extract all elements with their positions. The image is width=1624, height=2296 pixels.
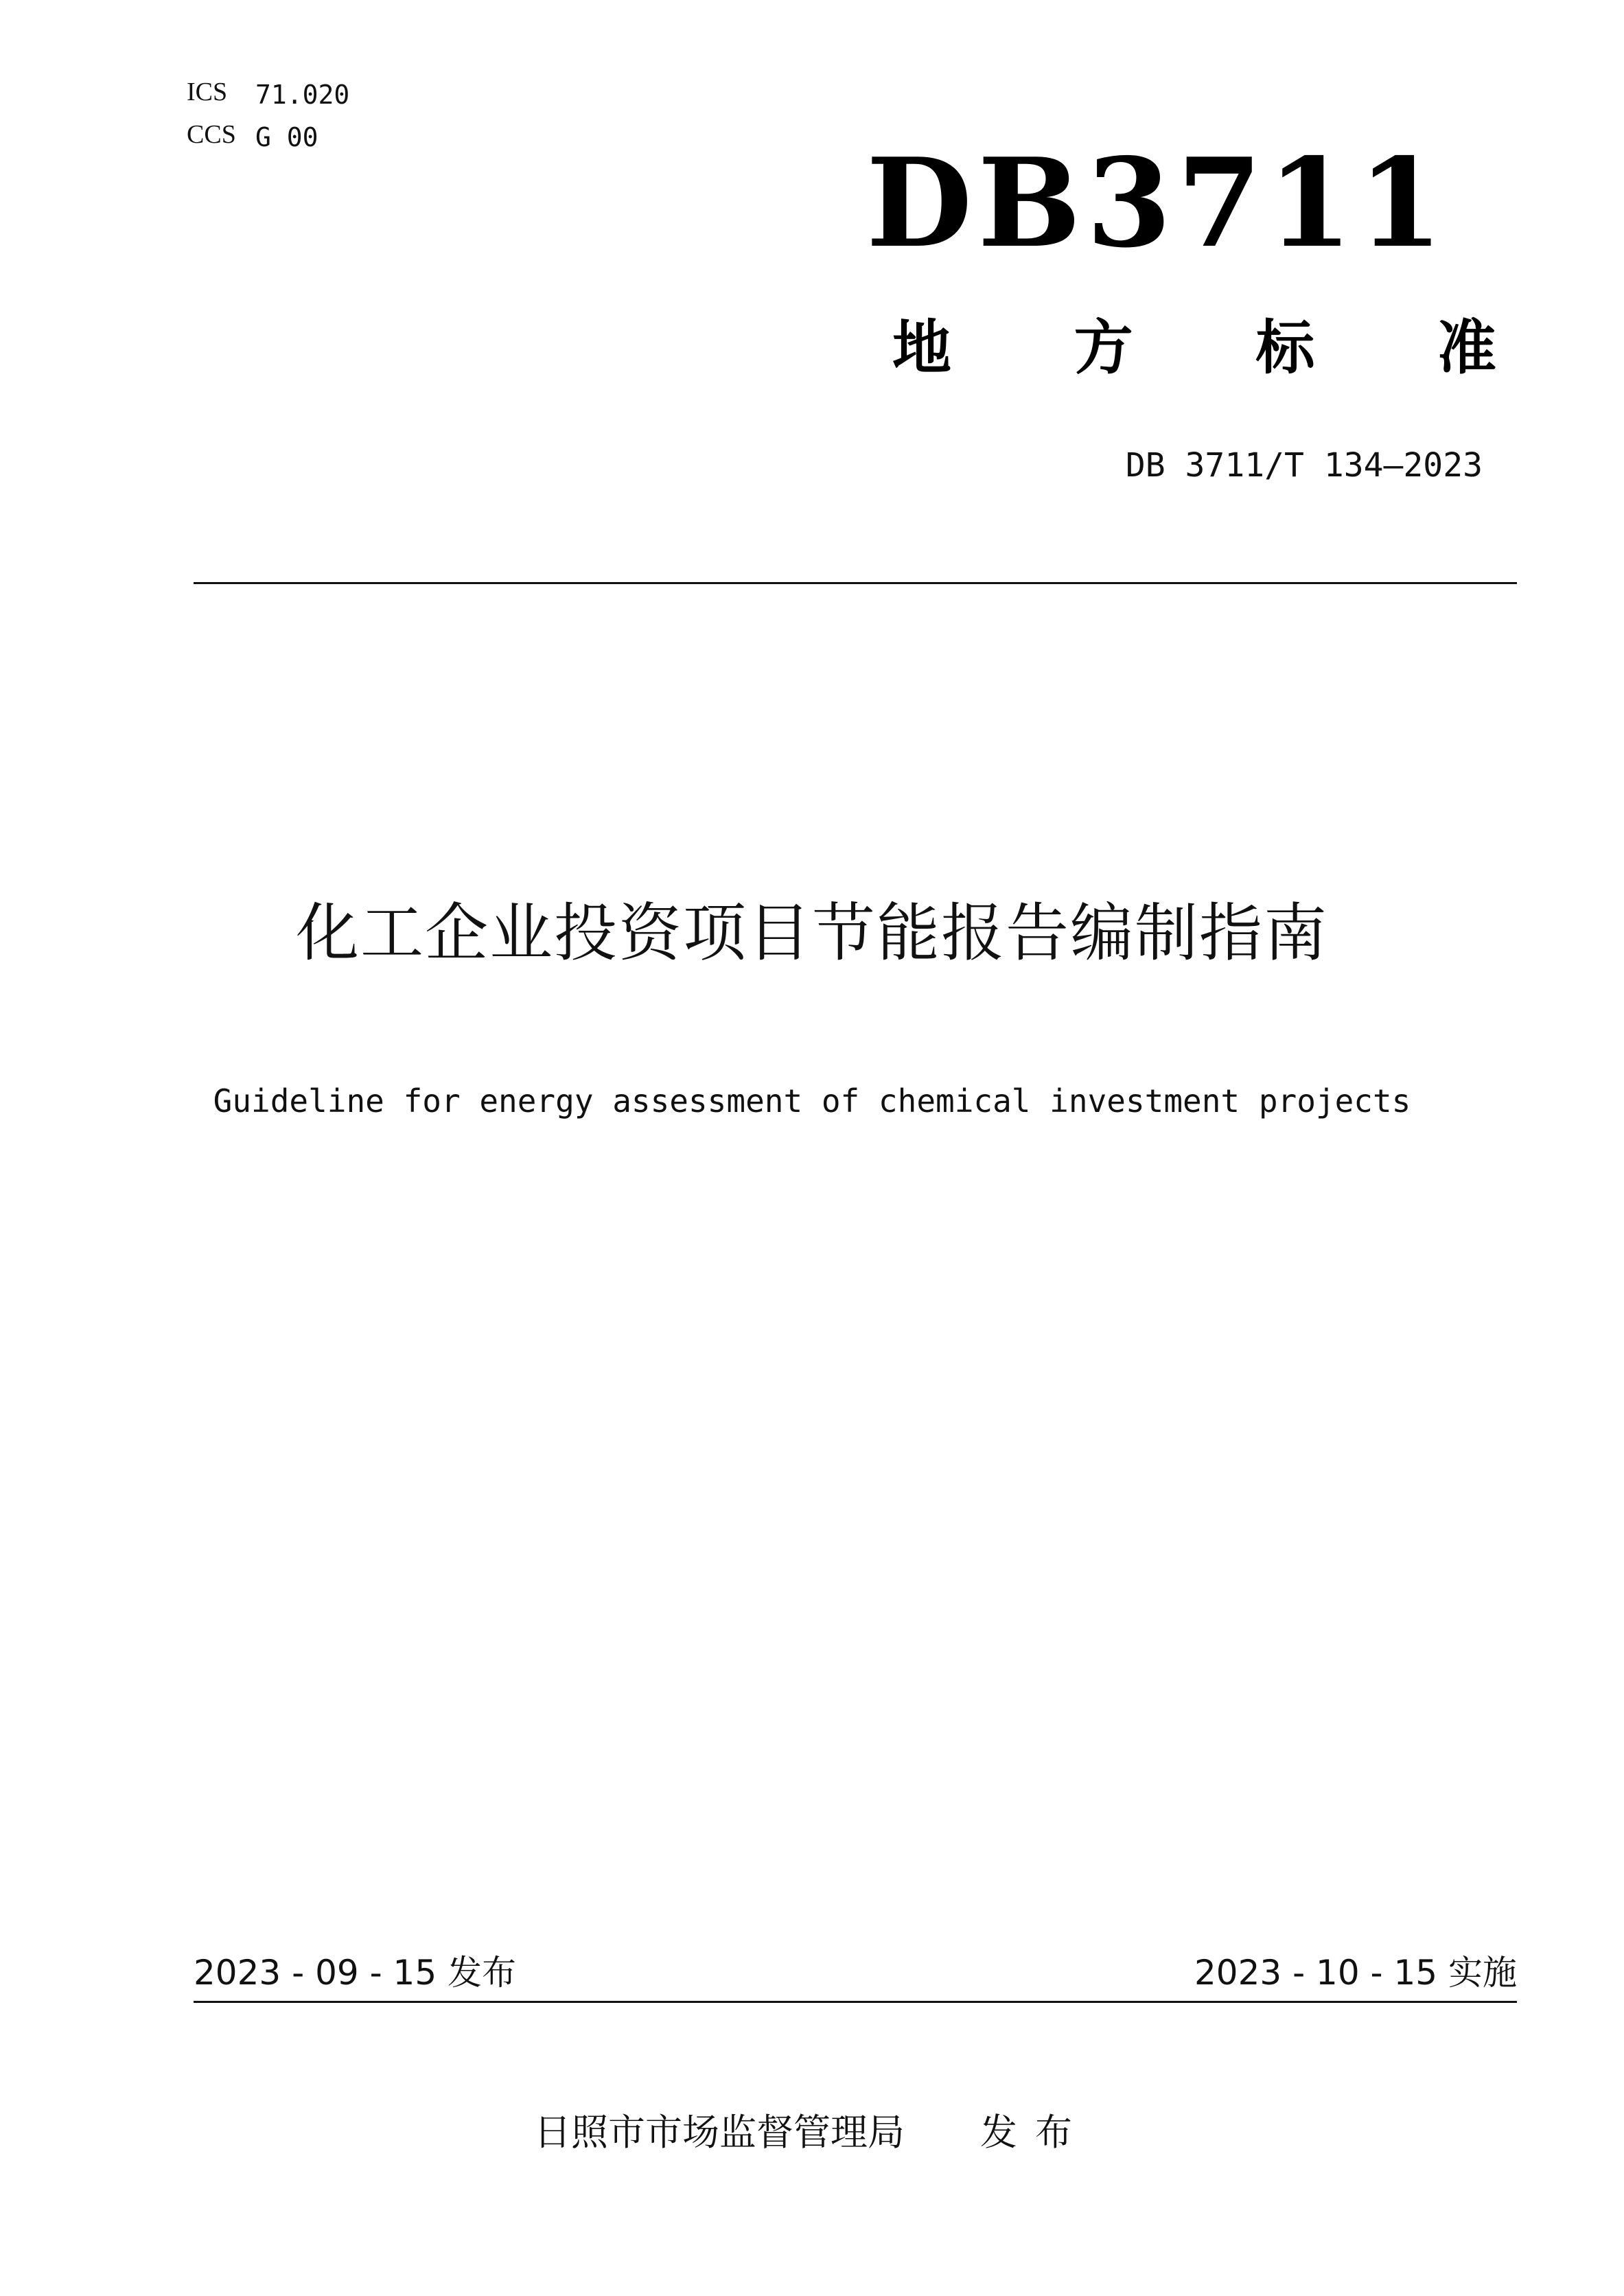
header-divider xyxy=(194,582,1517,584)
ccs-code: G 00 xyxy=(255,122,318,152)
footer-divider xyxy=(194,2001,1517,2003)
ccs-label: CCS xyxy=(187,120,236,149)
ics-code: 71.020 xyxy=(255,80,350,110)
standard-type-char: 标 xyxy=(1255,314,1315,382)
issuer-line xyxy=(0,2109,1624,2157)
document-title-english: Guideline for energy assessment of chemical investment projects xyxy=(213,1082,1411,1120)
standard-type xyxy=(892,310,1496,386)
db-code-logo: DB3711 xyxy=(866,131,1449,275)
issuer-name: 日照市市场监督管理局 xyxy=(534,2111,905,2154)
standard-number: DB 3711/T 134—2023 xyxy=(1125,446,1483,485)
publish-date: 2023 - 09 - 15 发布 xyxy=(194,1953,517,1993)
issuer-action: 发布 xyxy=(980,2111,1090,2154)
standard-type-char: 地 xyxy=(892,314,951,382)
standard-type-char: 准 xyxy=(1437,314,1496,382)
ics-label: ICS xyxy=(187,78,228,106)
document-title-chinese: 化工企业投资项目节能报告编制指南 xyxy=(295,896,1328,970)
implement-date: 2023 - 10 - 15 实施 xyxy=(1194,1953,1517,1993)
standard-type-char: 方 xyxy=(1074,314,1133,382)
